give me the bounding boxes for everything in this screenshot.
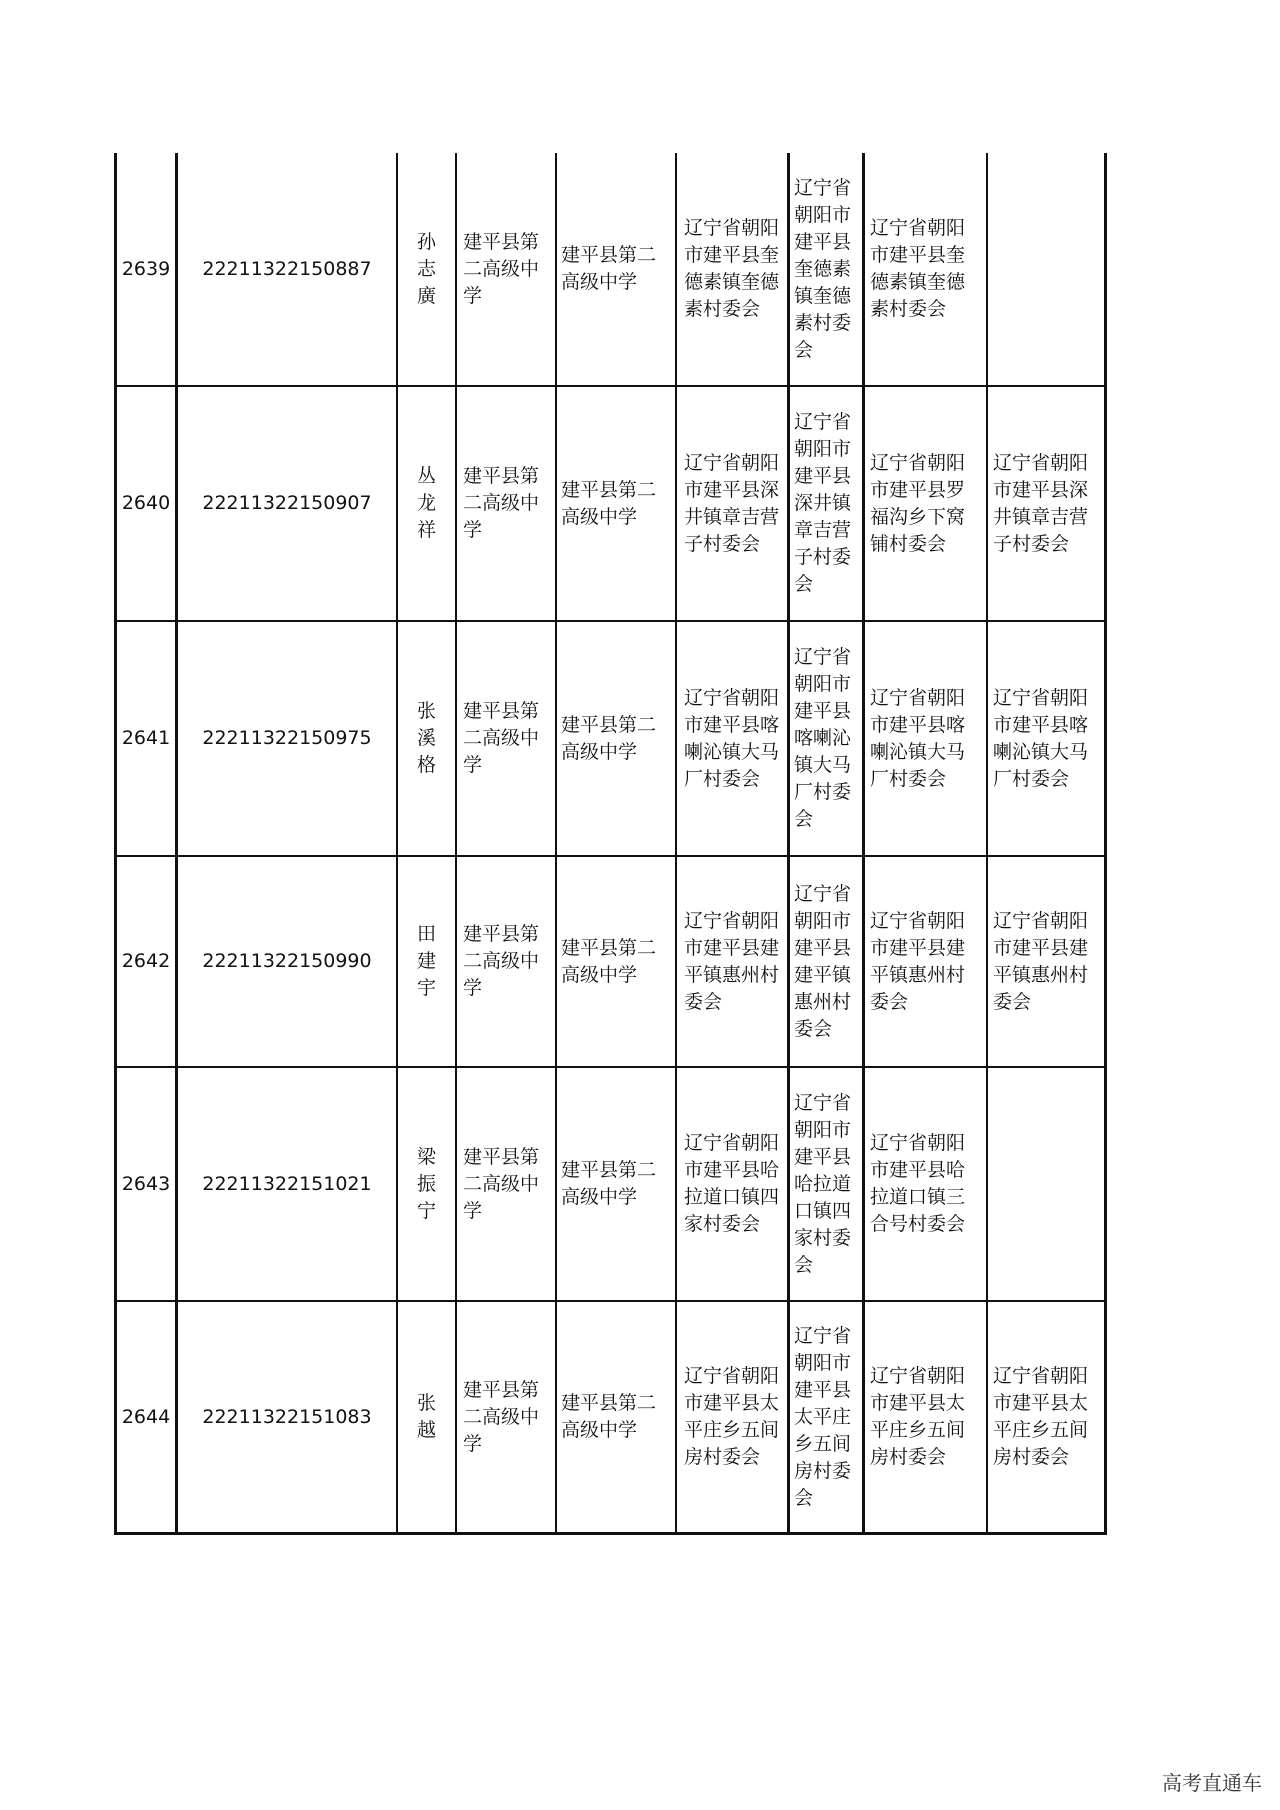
school-cell: 建平县第二高级中学 bbox=[561, 936, 657, 986]
name-cell: 丛龙祥 bbox=[416, 465, 436, 541]
table-row bbox=[117, 153, 1104, 385]
school-cell: 建平县第二高级中学 bbox=[463, 923, 540, 999]
address-cell: 辽宁省朝阳市建平县喀喇沁镇大马厂村委会 bbox=[993, 686, 1089, 790]
table-row bbox=[117, 857, 1104, 1066]
exam-number-cell: 22211322150907 bbox=[202, 492, 372, 514]
seq-cell: 2643 bbox=[121, 1172, 171, 1195]
school-cell: 建平县第二高级中学 bbox=[561, 1159, 657, 1208]
table-row bbox=[117, 1302, 1104, 1532]
seq-cell: 2639 bbox=[121, 257, 171, 280]
name-cell: 田建宇 bbox=[416, 923, 436, 999]
address-cell: 辽宁省朝阳市建平县深井镇章吉营子村委会 bbox=[993, 451, 1089, 555]
school-cell: 建平县第二高级中学 bbox=[463, 465, 540, 541]
seq-cell: 2640 bbox=[121, 492, 171, 514]
school-cell: 建平县第二高级中学 bbox=[463, 1145, 540, 1222]
watermark: 高考直通车 bbox=[1162, 1771, 1262, 1795]
table-row bbox=[117, 1068, 1104, 1300]
address-cell: 辽宁省朝阳市建平县哈拉道口镇四家村委会 bbox=[794, 1091, 852, 1276]
name-cell: 孙志廣 bbox=[416, 230, 436, 307]
name-cell: 张溪格 bbox=[416, 700, 436, 776]
address-cell: 辽宁省朝阳市建平县太平庄乡五间房村委会 bbox=[794, 1324, 852, 1509]
address-cell: 辽宁省朝阳市建平县喀喇沁镇大马厂村委会 bbox=[870, 686, 966, 790]
address-cell: 辽宁省朝阳市建平县建平镇惠州村委会 bbox=[993, 909, 1089, 1013]
exam-number-cell: 22211322151083 bbox=[202, 1405, 372, 1428]
address-cell: 辽宁省朝阳市建平县喀喇沁镇大马厂村委会 bbox=[684, 686, 780, 790]
address-cell: 辽宁省朝阳市建平县奎德素镇奎德素村委会 bbox=[684, 217, 780, 320]
school-cell: 建平县第二高级中学 bbox=[561, 1392, 657, 1441]
exam-number-cell: 22211322150990 bbox=[202, 950, 372, 972]
exam-number-cell: 22211322150975 bbox=[202, 727, 372, 749]
school-cell: 建平县第二高级中学 bbox=[463, 1378, 540, 1455]
address-cell: 辽宁省朝阳市建平县深井镇章吉营子村委会 bbox=[794, 411, 852, 595]
address-cell: 辽宁省朝阳市建平县奎德素镇奎德素村委会 bbox=[794, 176, 852, 361]
address-cell: 辽宁省朝阳市建平县建平镇惠州村委会 bbox=[684, 909, 780, 1013]
address-cell: 辽宁省朝阳市建平县哈拉道口镇四家村委会 bbox=[684, 1132, 780, 1235]
exam-number-cell: 22211322150887 bbox=[202, 257, 372, 280]
address-cell: 辽宁省朝阳市建平县建平镇惠州村委会 bbox=[794, 882, 852, 1040]
name-cell: 张越 bbox=[416, 1392, 436, 1441]
exam-number-cell: 22211322151021 bbox=[202, 1172, 372, 1195]
seq-cell: 2644 bbox=[121, 1405, 171, 1428]
admission-table bbox=[114, 153, 1107, 1535]
school-cell: 建平县第二高级中学 bbox=[463, 700, 540, 776]
seq-cell: 2641 bbox=[121, 727, 171, 749]
address-cell: 辽宁省朝阳市建平县罗福沟乡下窝铺村委会 bbox=[870, 451, 966, 555]
address-cell: 辽宁省朝阳市建平县哈拉道口镇三合号村委会 bbox=[870, 1132, 966, 1235]
address-cell: 辽宁省朝阳市建平县建平镇惠州村委会 bbox=[870, 909, 966, 1013]
address-cell: 辽宁省朝阳市建平县太平庄乡五间房村委会 bbox=[684, 1365, 780, 1468]
table-row bbox=[117, 622, 1104, 855]
name-cell: 梁振宁 bbox=[416, 1145, 436, 1222]
address-cell: 辽宁省朝阳市建平县深井镇章吉营子村委会 bbox=[684, 451, 780, 555]
address-cell: 辽宁省朝阳市建平县太平庄乡五间房村委会 bbox=[870, 1365, 966, 1468]
school-cell: 建平县第二高级中学 bbox=[561, 713, 657, 763]
address-cell: 辽宁省朝阳市建平县喀喇沁镇大马厂村委会 bbox=[794, 646, 852, 830]
address-cell: 辽宁省朝阳市建平县太平庄乡五间房村委会 bbox=[993, 1365, 1089, 1468]
school-cell: 建平县第二高级中学 bbox=[561, 478, 657, 528]
school-cell: 建平县第二高级中学 bbox=[561, 244, 657, 293]
school-cell: 建平县第二高级中学 bbox=[463, 230, 540, 307]
address-cell: 辽宁省朝阳市建平县奎德素镇奎德素村委会 bbox=[870, 217, 966, 320]
table-row bbox=[117, 387, 1104, 620]
seq-cell: 2642 bbox=[121, 950, 171, 972]
